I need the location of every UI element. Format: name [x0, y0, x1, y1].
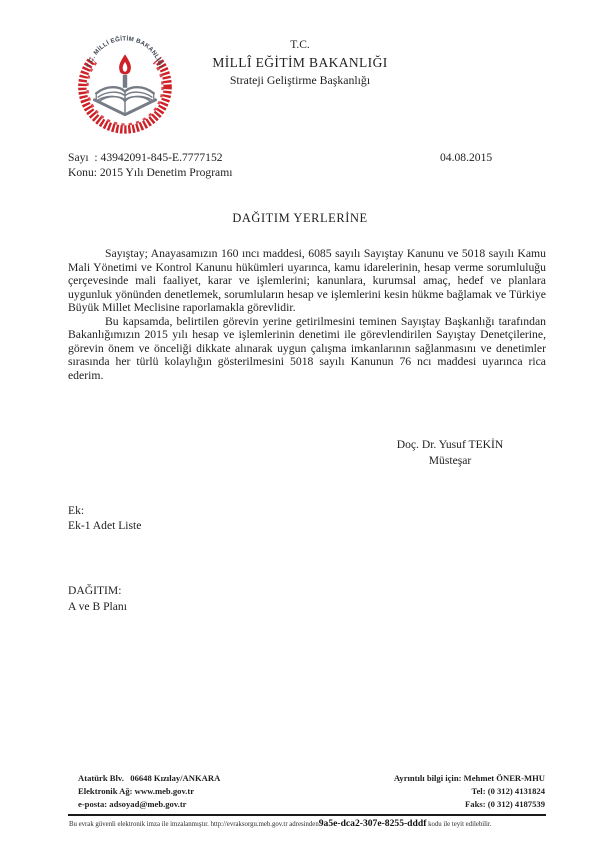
document-subject-line: Konu: 2015 Yılı Denetim Programı [68, 165, 233, 179]
footer-contact-left [78, 772, 220, 811]
letterhead-tc: T.C. [290, 39, 310, 51]
addressee-heading: DAĞITIM YERLERİNE [232, 211, 368, 225]
footer-phone: Tel: (0 312) 4131824 [471, 786, 545, 796]
reference-block [68, 151, 232, 181]
verification-suffix: kodu ile teyit edilebilir. [426, 821, 492, 828]
footer-email: e-posta: adsoyad@meb.gov.tr [78, 799, 187, 809]
signer-name: Doç. Dr. Yusuf TEKİN [396, 438, 504, 451]
footer-divider [68, 814, 546, 816]
footer-fax: Faks: (0 312) 4187539 [465, 799, 545, 809]
body-paragraph: Sayıştay; Anayasamızın 160 ıncı maddesi, 6085 sayılı Sayıştay Kanunu ve 5018 sayılı Kamu Mali Yönetimi ve Kontrol Kanunu hükümleri uyarınca, kamu idarelerinin, hesap verme sorumluluğu çerçevesinde mali faaliyet, karar ve işlemlerini; kanunlara, kurumsal amaç, hedef ve planlara uygunluk yönünden denetlemek, sorumluların hesap ve işlemlerini kesin hükme bağlamak ve Türkiye Büyük Millet Meclisine raporlamakla görevlidir. [68, 247, 546, 315]
letterhead-ministry: MİLLÎ EĞİTİM BAKANLIĞI [212, 55, 388, 70]
footer-address: Atatürk Blv. 06648 Kızılay/ANKARA [78, 773, 221, 783]
verification-code: 9a5e-dca2-307e-8255-dddf [318, 818, 427, 829]
document-date: 04.08.2015 [440, 151, 493, 164]
distribution-item: A ve B Planı [68, 600, 127, 613]
footer-website: Elektronik Ağ: www.meb.gov.tr [78, 786, 195, 796]
letterhead-department: Strateji Geliştirme Başkanlığı [229, 73, 371, 87]
signer-title: Müsteşar [428, 454, 472, 467]
attachments-block [68, 503, 141, 533]
signature-block [350, 437, 550, 469]
footer-contact-right [394, 772, 545, 811]
letter-body [68, 247, 546, 382]
esignature-verification-line [69, 818, 579, 829]
letterhead [0, 38, 600, 89]
body-paragraph: Bu kapsamda, belirtilen görevin yerine getirilmesini teminen Sayıştay Başkanlığı tarafından Bakanlığımızın 2015 yılı hesap ve işlemlerinin denetimi ile görevlendirilen Sayıştay Denetçilerine, görevin önem ve önceliği dikkate alınarak uygun çalışma imkanlarının sağlanmasını ve denetimler sırasında her türlü kolaylığın gösterilmesini 5018 sayılı Kanunun 76 ncı maddesi uyarınca rica ederim. [68, 314, 546, 382]
attachments-label: Ek: [68, 504, 85, 517]
attachment-item: Ek-1 Adet Liste [68, 519, 142, 533]
footer-contact-person: Ayrıntılı bilgi için: Mehmet ÖNER-MHU [393, 773, 545, 783]
open-book-icon [94, 87, 155, 114]
distribution-block [68, 583, 127, 615]
distribution-label: DAĞITIM: [68, 584, 122, 597]
logo-arc-text: T.C. MİLLİ EĞİTİM BAKANLIĞI [85, 35, 165, 69]
verification-prefix: Bu evrak güvenli elektronik imza ile imzalanmıştır. http://evraksorgu.meb.gov.tr adresinden [69, 821, 319, 828]
document-number-line: Sayı : 43942091-845-E.7777152 [68, 151, 223, 164]
